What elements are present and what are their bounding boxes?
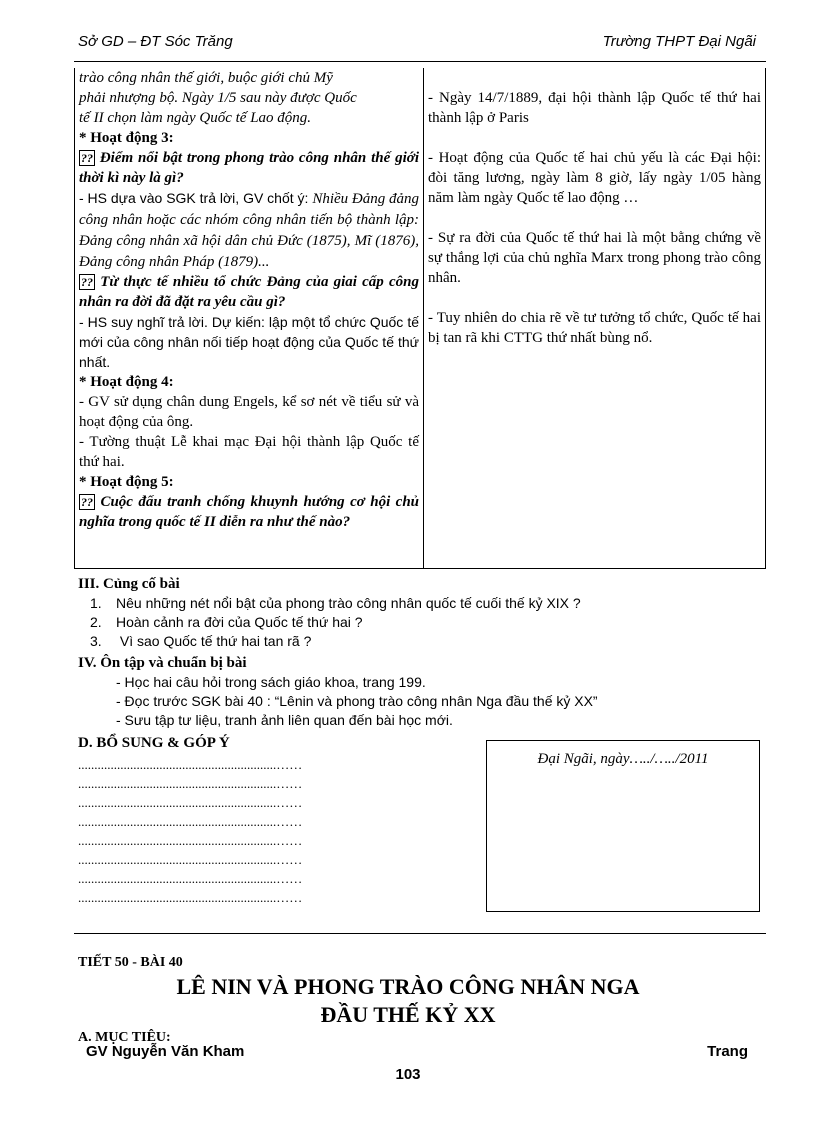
- question-mark-icon: ??: [81, 495, 93, 509]
- feedback-line: .............................................................……: [78, 871, 303, 886]
- header-divider: [74, 61, 766, 62]
- section-3-item: 1. Nêu những nét nổi bật của phong trào công nhân quốc tế cuối thế kỷ XIX ?: [90, 595, 581, 611]
- knowledge-point-4: - Tuy nhiên do chia rẽ về tư tưởng tổ chức, Quốc tế hai bị tan rã khi CTTG thứ nhất bùng nổ.: [428, 310, 761, 346]
- intro-line-1: trào công nhân thế giới, buộc giới chủ Mỹ: [79, 70, 333, 86]
- feedback-line: .............................................................……: [78, 890, 303, 905]
- section-3-item: 2. Hoàn cảnh ra đời của Quốc tế thứ hai ?: [90, 614, 363, 630]
- intro-line-3: tế II chọn làm ngày Quốc tế Lao động.: [79, 110, 312, 126]
- activity-4-label: * Hoạt động 4:: [79, 374, 174, 390]
- activity-3-answer-detail: Nhiều Đảng đảng công nhân hoặc các nhóm công nhân tiến bộ thành lập: Đảng công nhân xã hội dân chủ Đức (1875), Mĩ (1876), Đảng công nhân Pháp (1879)...: [79, 191, 419, 270]
- page-number: 103: [395, 1066, 421, 1083]
- teacher-student-column: [75, 68, 424, 569]
- header-left: Sở GD – ĐT Sóc Trăng: [78, 33, 233, 50]
- activity-3-question-2-text: Từ thực tế nhiều tổ chức Đảng của giai cấp công nhân ra đời đã đặt ra yêu cầu gì?: [79, 274, 419, 310]
- feedback-line: .............................................................……: [78, 776, 303, 791]
- activity-4-step-1: - GV sử dụng chân dung Engels, kể sơ nét về tiểu sử và hoạt động của ông.: [79, 394, 419, 430]
- objective-heading: A. MỤC TIÊU:: [78, 1030, 171, 1045]
- next-lesson-title-2: ĐẦU THẾ KỶ XX: [320, 1002, 496, 1027]
- knowledge-point-2: - Hoạt động của Quốc tế hai chủ yếu là các Đại hội: đòi tăng lương, ngày làm 8 giờ, lấy ngày 1/05 hàng năm làm ngày Quốc tế lao động …: [428, 150, 761, 206]
- section-4-item: - Học hai câu hỏi trong sách giáo khoa, trang 199.: [116, 674, 426, 690]
- feedback-line: .............................................................……: [78, 852, 303, 867]
- section-4-item: - Sưu tập tư liệu, tranh ảnh liên quan đến bài học mới.: [116, 712, 453, 728]
- teacher-name: GV Nguyễn Văn Kham: [86, 1043, 245, 1060]
- section-3-heading: III. Củng cố bài: [78, 576, 180, 592]
- date-line: Đại Ngãi, ngày…../…../2011: [537, 751, 709, 767]
- section-divider: [74, 933, 766, 934]
- activity-4-step-2: - Tường thuật Lễ khai mạc Đại hội thành lập Quốc tế thứ hai.: [79, 434, 419, 470]
- page-label: Trang: [707, 1043, 748, 1060]
- lesson-table: [74, 68, 766, 569]
- activity-3-question-text: Điểm nổi bật trong phong trào công nhân thế giới thời kì này là gì?: [79, 150, 419, 186]
- question-mark-icon: ??: [81, 151, 93, 165]
- knowledge-point-1: - Ngày 14/7/1889, đại hội thành lập Quốc tế thứ hai thành lập ở Paris: [428, 90, 761, 126]
- section-d-heading: D. BỔ SUNG & GÓP Ý: [78, 735, 230, 751]
- section-4-heading: IV. Ôn tập và chuẩn bị bài: [78, 655, 247, 671]
- header-right: Trường THPT Đại Ngãi: [602, 33, 756, 50]
- feedback-line: .............................................................……: [78, 757, 303, 772]
- activity-3-answer-2: - HS suy nghĩ trả lời. Dự kiến: lập một tổ chức Quốc tế mới của công nhân nối tiếp hoạt động của Quốc tế thứ nhất.: [79, 314, 419, 370]
- activity-5-question-text: Cuộc đấu tranh chống khuynh hướng cơ hội chủ nghĩa trong quốc tế II diễn ra như thế nào?: [79, 494, 420, 530]
- feedback-line: .............................................................……: [78, 795, 303, 810]
- activity-3-answer: [79, 188, 419, 272]
- activity-3-answer-intro: - HS dựa vào SGK trả lời, GV chốt ý:: [79, 190, 313, 206]
- activity-5-label: * Hoạt động 5:: [79, 474, 174, 490]
- feedback-line: .............................................................……: [78, 814, 303, 829]
- signature-box: [486, 740, 760, 912]
- activity-3-label: * Hoạt động 3:: [79, 130, 174, 146]
- knowledge-column: [424, 68, 766, 569]
- next-lesson-label: TIẾT 50 - BÀI 40: [78, 955, 183, 970]
- knowledge-point-3: - Sự ra đời của Quốc tế thứ hai là một bằng chứng về sự thắng lợi của chủ nghĩa Marx trong phong trào công nhân.: [428, 230, 761, 286]
- question-mark-icon: ??: [81, 275, 93, 289]
- activity-3-question-2: [79, 272, 419, 312]
- feedback-line: .............................................................……: [78, 833, 303, 848]
- activity-3-question: [79, 148, 419, 188]
- activity-5-question: [79, 492, 419, 532]
- section-3-item: 3. Vì sao Quốc tế thứ hai tan rã ?: [90, 633, 312, 649]
- intro-line-2: phải nhượng bộ. Ngày 1/5 sau này được Quốc: [79, 90, 357, 106]
- section-4-item: - Đọc trước SGK bài 40 : “Lênin và phong trào công nhân Nga đầu thế kỷ XX”: [116, 693, 598, 709]
- next-lesson-title-1: LÊ NIN VÀ PHONG TRÀO CÔNG NHÂN NGA: [176, 974, 640, 999]
